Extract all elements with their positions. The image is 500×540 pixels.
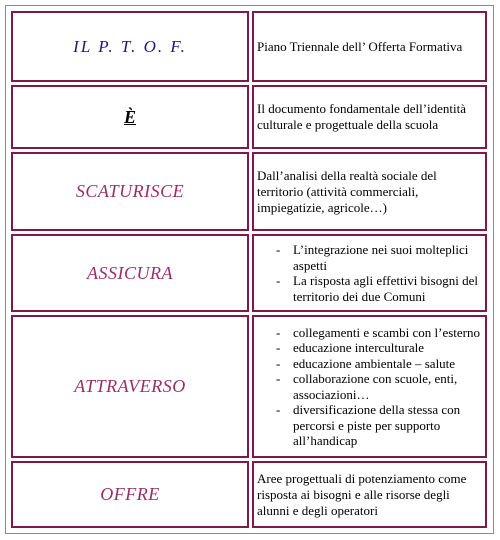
- table-row: [11, 234, 487, 312]
- table-row: [11, 315, 487, 458]
- bullet-list: [257, 242, 483, 304]
- row-text: Aree progettuali di potenziamento come risposta ai bisogni e alle risorse degli alunni e degli operatori: [257, 470, 467, 518]
- list-item: - educazione interculturale: [257, 340, 483, 356]
- row-key: OFFRE: [100, 484, 160, 504]
- row-key-cell: [11, 85, 249, 149]
- ptof-title: IL P. T. O. F.: [73, 36, 187, 56]
- row-key: ATTRAVERSO: [74, 376, 186, 396]
- row-key: È: [123, 106, 136, 127]
- row-value-cell: [252, 315, 487, 458]
- table-row: [11, 152, 487, 231]
- row-value-cell: [252, 11, 487, 82]
- table-row: [11, 85, 487, 149]
- row-key: SCATURISCE: [75, 181, 185, 201]
- ptof-table: [8, 8, 490, 531]
- row-key-cell: [11, 461, 249, 528]
- row-value-cell: [252, 85, 487, 149]
- row-key-cell: [11, 234, 249, 312]
- row-value-cell: [252, 152, 487, 231]
- row-text: Piano Triennale dell’ Offerta Formativa: [257, 38, 463, 54]
- row-text: Il documento fondamentale dell’identità culturale e progettuale della scuola: [257, 101, 467, 132]
- row-value-cell: [252, 234, 487, 312]
- bullet-list: [257, 325, 483, 449]
- row-key-cell: [11, 152, 249, 231]
- list-item: - educazione ambientale – salute: [257, 356, 483, 372]
- table-row: [11, 461, 487, 528]
- list-item: - L’integrazione nei suoi molteplici aspetti: [257, 242, 483, 273]
- row-key-cell: [11, 315, 249, 458]
- table-row: [11, 11, 487, 82]
- row-key: ASSICURA: [87, 262, 173, 283]
- list-item: - collegamenti e scambi con l’esterno: [257, 325, 483, 341]
- row-text: Dall’analisi della realtà sociale del territorio (attività commerciali, impiegatizie, agricole…): [257, 167, 437, 215]
- row-value-cell: [252, 461, 487, 528]
- list-item: - collaborazione con scuole, enti, associazioni…: [257, 371, 483, 402]
- list-item: - diversificazione della stessa con percorsi e piste per supporto all’handicap: [257, 402, 483, 449]
- list-item: - La risposta agli effettivi bisogni del territorio dei due Comuni: [257, 273, 483, 304]
- row-key-cell: [11, 11, 249, 82]
